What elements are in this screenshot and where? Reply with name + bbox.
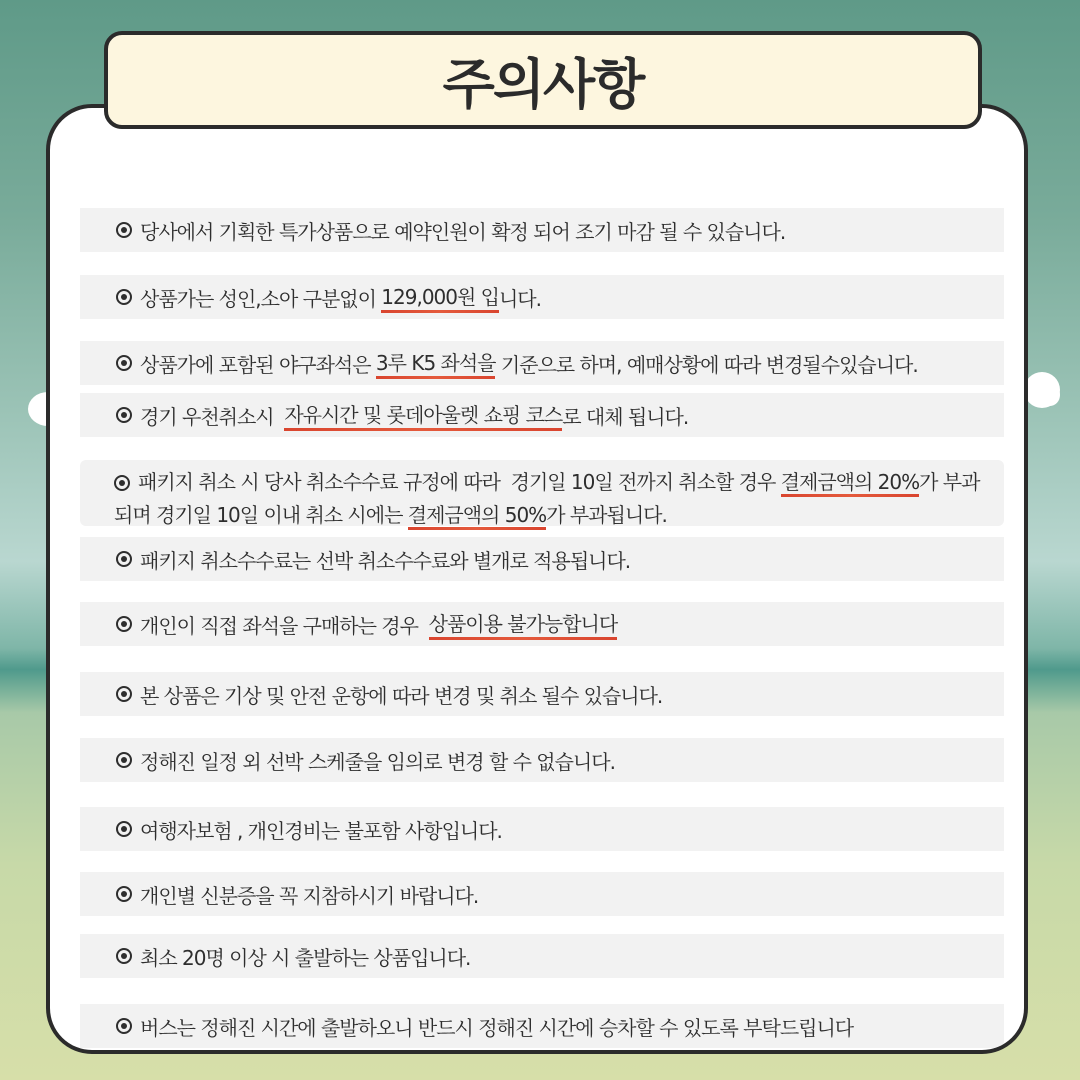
circle-dot-icon	[114, 475, 130, 491]
notice-text: 상품가에 포함된 야구좌석은	[140, 352, 376, 377]
notice-text: 여행자보험 , 개인경비는 불포함 사항입니다.	[140, 818, 502, 843]
circle-dot-icon	[116, 948, 132, 964]
notice-card	[46, 104, 1028, 1054]
title-banner	[104, 31, 982, 129]
circle-dot-icon	[116, 1018, 132, 1034]
notice-highlight: 3루 K5 좌석을	[376, 347, 496, 379]
notice-highlight: 결제금액의 20%	[781, 470, 919, 497]
notice-text: 경기 우천취소시	[140, 404, 285, 429]
notice-text: 당사에서 기획한 특가상품으로 예약인원이 확정 되어 조기 마감 될 수 있습니다.	[140, 219, 786, 244]
notice-item	[80, 872, 1004, 916]
notice-item	[80, 1004, 1004, 1048]
circle-dot-icon	[116, 616, 132, 632]
circle-dot-icon	[116, 752, 132, 768]
notice-text: 로 대체 됩니다.	[562, 404, 689, 429]
notice-text: 개인이 직접 좌석을 구매하는 경우	[140, 613, 429, 638]
notice-text: 패키지 취소 시 당사 취소수수료 규정에 따라 경기일 10일 전까지 취소할 경우	[138, 470, 781, 494]
circle-dot-icon	[116, 355, 132, 371]
notice-text: 개인별 신분증을 꼭 지참하시기 바랍니다.	[140, 883, 479, 908]
notice-highlight: 자유시간 및 롯데아울렛 쇼핑 코스	[284, 399, 562, 431]
notice-item	[80, 393, 1004, 437]
circle-dot-icon	[116, 407, 132, 423]
notice-item	[80, 807, 1004, 851]
notice-highlight: 상품이용 불가능합니다	[429, 608, 618, 640]
notice-item	[80, 275, 1004, 319]
notice-text: 가 부과되며 경기일 10일 이내 취소 시에는	[114, 470, 980, 527]
notice-item	[80, 672, 1004, 716]
circle-dot-icon	[116, 821, 132, 837]
notice-item	[80, 460, 1004, 526]
notice-item	[80, 602, 1004, 646]
notice-text: 상품가는 성인,소아 구분없이	[140, 286, 382, 311]
notice-item	[80, 934, 1004, 978]
notice-text: 니다.	[498, 286, 541, 311]
notice-highlight: 129,000원 입	[381, 281, 499, 313]
cloud-right-small	[1040, 384, 1060, 406]
circle-dot-icon	[116, 289, 132, 305]
notice-item	[80, 738, 1004, 782]
notice-text: 가 부과됩니다.	[546, 503, 667, 527]
notice-text: 버스는 정해진 시간에 출발하오니 반드시 정해진 시간에 승차할 수 있도록 부탁드립니다	[140, 1015, 854, 1040]
notice-item	[80, 537, 1004, 581]
circle-dot-icon	[116, 886, 132, 902]
notice-item	[80, 208, 1004, 252]
notice-text: 정해진 일정 외 선박 스케줄을 임의로 변경 할 수 없습니다.	[140, 749, 615, 774]
circle-dot-icon	[116, 686, 132, 702]
notice-text: 기준으로 하며, 예매상황에 따라 변경될수있습니다.	[495, 352, 918, 377]
notice-text: 본 상품은 기상 및 안전 운항에 따라 변경 및 취소 될수 있습니다.	[140, 683, 663, 708]
notice-text: 패키지 취소수수료는 선박 취소수수료와 별개로 적용됩니다.	[140, 548, 631, 573]
notice-item	[80, 341, 1004, 385]
circle-dot-icon	[116, 551, 132, 567]
notice-highlight: 결제금액의 50%	[408, 503, 546, 530]
circle-dot-icon	[116, 222, 132, 238]
notice-text: 최소 20명 이상 시 출발하는 상품입니다.	[140, 945, 471, 970]
page-title: 주의사항	[442, 52, 644, 116]
